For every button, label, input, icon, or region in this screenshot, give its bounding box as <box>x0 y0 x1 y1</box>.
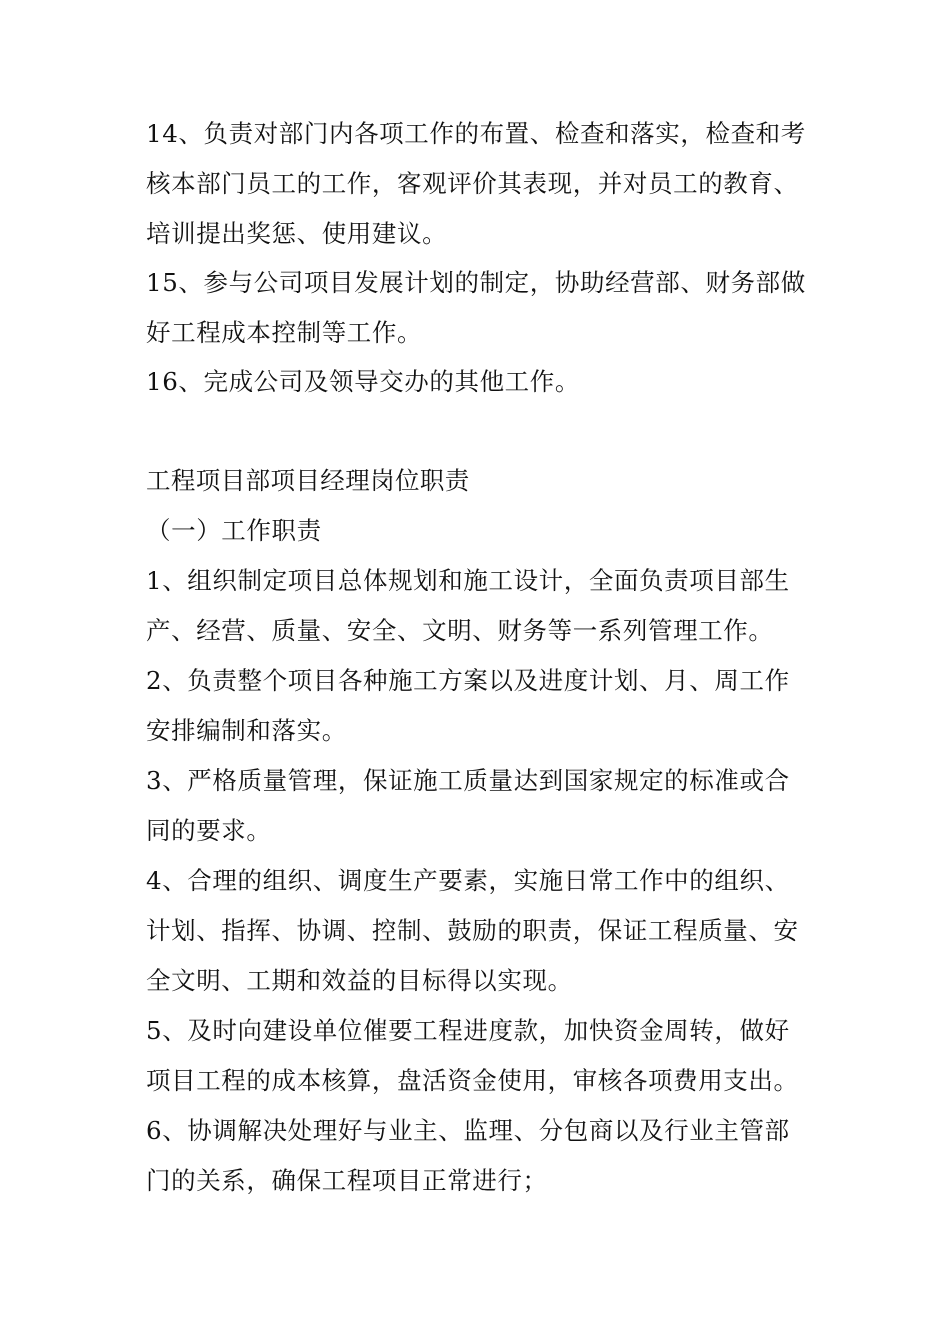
text-line: 1、组织制定项目总体规划和施工设计，全面负责项目部生 <box>146 566 790 595</box>
text-line: 好工程成本控制等工作。 <box>146 318 423 347</box>
text-line: 同的要求。 <box>146 816 272 845</box>
text-line: 核本部门员工的工作，客观评价其表现，并对员工的教育、 <box>146 169 799 198</box>
text-line: 培训提出奖惩、使用建议。 <box>146 219 448 248</box>
text-line: 项目工程的成本核算，盘活资金使用，审核各项费用支出。 <box>146 1066 799 1095</box>
text-line: 4、合理的组织、调度生产要素，实施日常工作中的组织、 <box>146 866 790 895</box>
text-line: 5、及时向建设单位催要工程进度款，加快资金周转，做好 <box>146 1016 790 1045</box>
text-line: 14、负责对部门内各项工作的布置、检查和落实，检查和考 <box>146 119 806 148</box>
text-line: 15、参与公司项目发展计划的制定，协助经营部、财务部做 <box>146 268 806 297</box>
text-line: 16、完成公司及领导交办的其他工作。 <box>146 367 580 396</box>
text-line: 计划、指挥、协调、控制、鼓励的职责，保证工程质量、安 <box>146 916 799 945</box>
text-line: 6、协调解决处理好与业主、监理、分包商以及行业主管部 <box>146 1116 790 1145</box>
text-line: 3、严格质量管理，保证施工质量达到国家规定的标准或合 <box>146 766 790 795</box>
subsection-title: （一）工作职责 <box>146 516 322 545</box>
section-title: 工程项目部项目经理岗位职责 <box>146 466 470 495</box>
text-line: 安排编制和落实。 <box>146 716 347 745</box>
text-line: 门的关系，确保工程项目正常进行； <box>146 1166 548 1195</box>
text-line: 全文明、工期和效益的目标得以实现。 <box>146 966 573 995</box>
text-line: 产、经营、质量、安全、文明、财务等一系列管理工作。 <box>146 616 774 645</box>
text-line: 2、负责整个项目各种施工方案以及进度计划、月、周工作 <box>146 666 790 695</box>
